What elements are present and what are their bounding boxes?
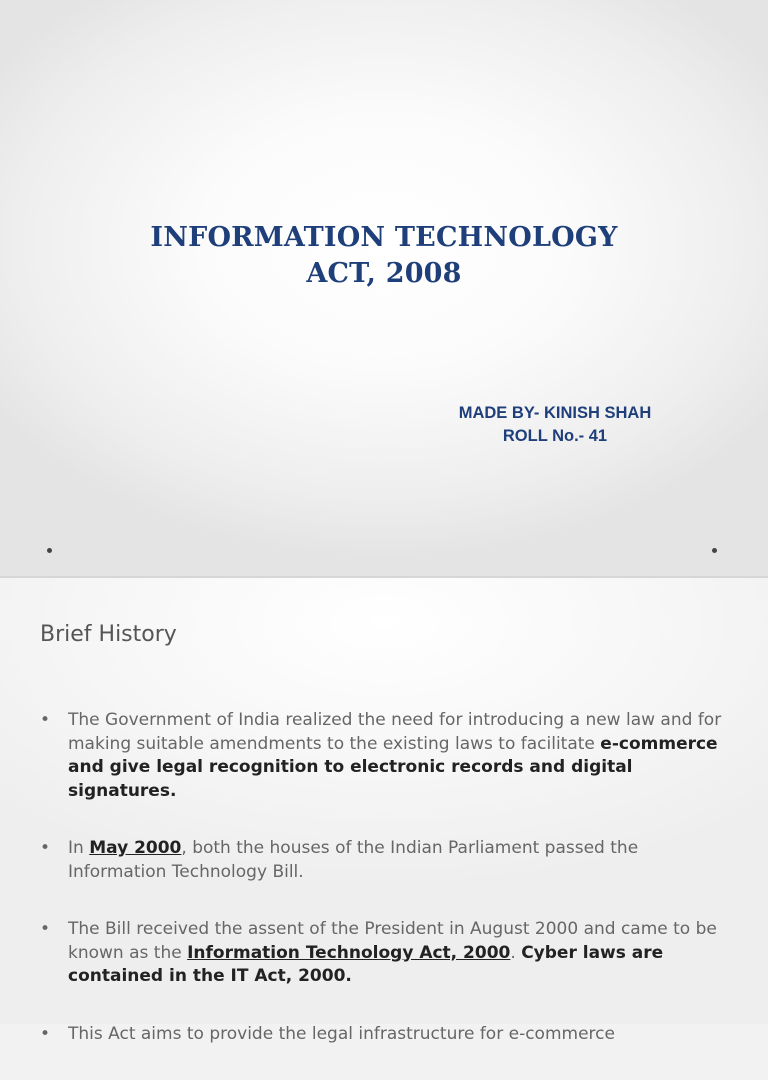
bullet-list	[40, 709, 740, 1080]
bullet-item	[40, 837, 740, 884]
bullet-item	[40, 918, 740, 989]
bullet-item	[40, 709, 740, 803]
author-line: MADE BY- KINISH SHAH	[458, 404, 652, 422]
slide-2	[0, 578, 768, 1044]
bullet-mark: •	[40, 919, 51, 939]
bullet-text: The Government of India realized the need for introducing a new law and for making suitable amendments to the existing laws to facilitate	[68, 710, 722, 754]
bullet-mark: •	[40, 710, 51, 730]
bullet-text: In	[68, 838, 90, 858]
bullet-text: , both the houses of the Indian Parliament passed the Information Technology Bill.	[68, 838, 639, 882]
bullet-mark: •	[40, 838, 51, 858]
roll-number-line: ROLL No.- 41	[502, 427, 608, 445]
bullet-bold-text: Cyber laws are contained in the IT Act, 2000.	[68, 942, 664, 986]
slide-title-line-1: INFORMATION TECHNOLOGY	[150, 222, 618, 253]
bullet-text: This Act aims to provide the legal infrastructure for e-commerce	[68, 1023, 615, 1044]
decorative-dot-left	[47, 548, 52, 553]
bullet-underlined-date: May 2000	[89, 838, 182, 858]
slide-heading: Brief History	[40, 622, 177, 647]
slide-title-line-2: ACT, 2008	[306, 258, 462, 289]
decorative-dot-right	[712, 548, 717, 553]
bullet-item	[40, 1023, 740, 1047]
bullet-mark: •	[40, 1023, 51, 1044]
bullet-text: The Bill received the assent of the President in August 2000 and came to be known as the	[68, 919, 717, 963]
bullet-text: .	[510, 942, 522, 963]
bullet-underlined-act: Information Technology Act, 2000	[187, 942, 511, 963]
bullet-bold-text: e-commerce and give legal recognition to electronic records and digital signatures.	[68, 733, 718, 801]
